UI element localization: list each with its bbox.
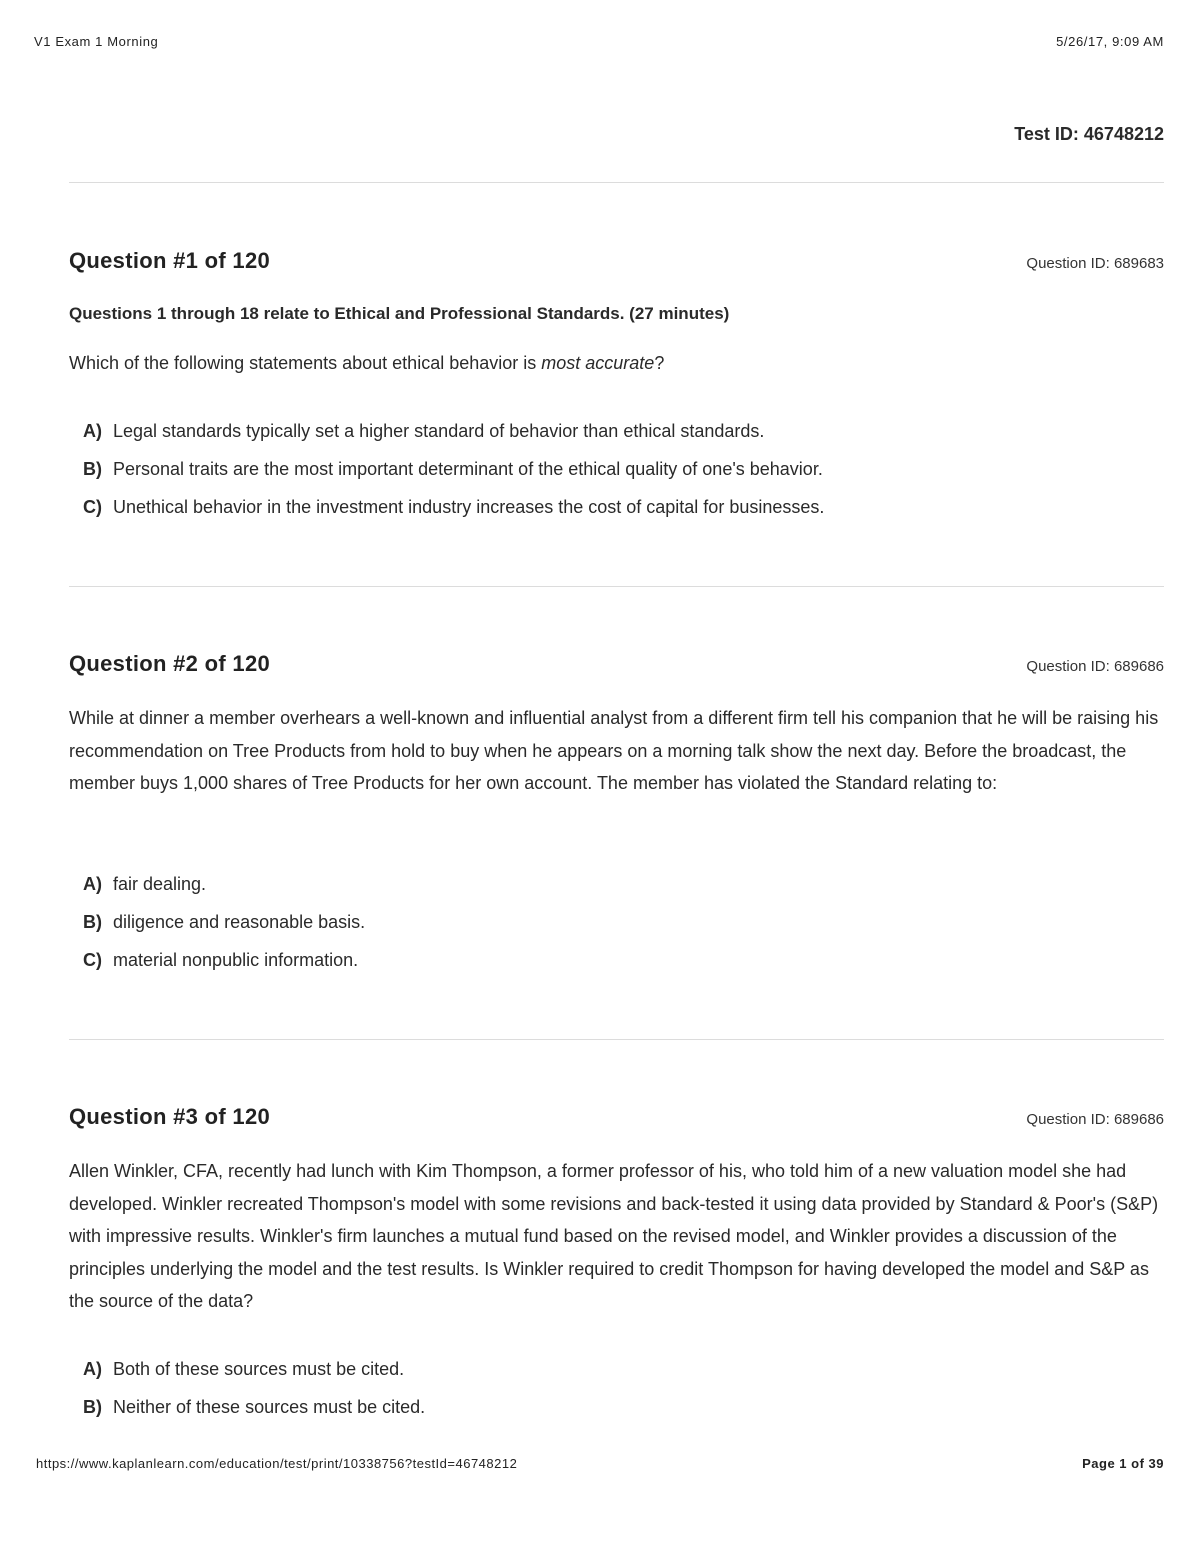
option-letter: B) [83, 1396, 102, 1417]
question-title: Question #3 of 120 [69, 1104, 271, 1129]
answer-option[interactable] [83, 1350, 1164, 1388]
option-text: material nonpublic information. [113, 949, 359, 970]
print-datetime: 5/26/17, 9:09 AM [1056, 34, 1164, 49]
option-letter: A) [83, 1358, 102, 1379]
divider [69, 586, 1164, 587]
answer-option[interactable] [83, 941, 1164, 979]
answer-option[interactable] [83, 1388, 1164, 1426]
option-letter: B) [83, 458, 102, 479]
option-text: diligence and reasonable basis. [113, 911, 366, 932]
page-number: Page 1 of 39 [1082, 1456, 1164, 1471]
section-note: Questions 1 through 18 relate to Ethical and Professional Standards. (27 minutes) [69, 304, 730, 323]
answer-options [83, 412, 1164, 526]
option-letter: A) [83, 873, 102, 894]
page-url[interactable]: https://www.kaplanlearn.com/education/test/print/10338756?testId=46748212 [36, 1456, 518, 1471]
document-title: V1 Exam 1 Morning [34, 34, 159, 49]
question-header [69, 248, 1164, 274]
answer-option[interactable] [83, 903, 1164, 941]
question-id: Question ID: 689686 [1026, 1111, 1164, 1128]
question-header [69, 651, 1164, 677]
option-text: Personal traits are the most important determinant of the ethical quality of one's behavior. [113, 458, 823, 479]
answer-option[interactable] [83, 412, 1164, 450]
question-id: Question ID: 689683 [1026, 255, 1164, 272]
option-text: fair dealing. [113, 873, 207, 894]
question-stem [69, 347, 1164, 380]
stem-text: Which of the following statements about ethical behavior is [69, 353, 542, 373]
answer-option[interactable] [83, 865, 1164, 903]
answer-option[interactable] [83, 488, 1164, 526]
question-header [69, 1104, 1164, 1130]
option-letter: C) [83, 949, 102, 970]
answer-option[interactable] [83, 450, 1164, 488]
option-letter: A) [83, 420, 102, 441]
divider [69, 1039, 1164, 1040]
question-stem: Allen Winkler, CFA, recently had lunch with Kim Thompson, a former professor of his, who told him of a new valuation model she had developed. Winkler recreated Thompson's model with some revisions and back-tested it using data provided by Standard & Poor's (S&P) with impressive results. Winkler's firm launches a mutual fund based on the revised model, and Winkler provides a discussion of the principles underlying the model and the test results. Is Winkler required to credit Thompson for having developed the model and S&P as the source of the data? [69, 1161, 1159, 1311]
stem-text: ? [654, 353, 665, 373]
question-id: Question ID: 689686 [1026, 658, 1164, 675]
print-footer [36, 1456, 1164, 1471]
option-text: Unethical behavior in the investment industry increases the cost of capital for businesses. [113, 496, 825, 517]
question-stem: While at dinner a member overhears a well-known and influential analyst from a different firm tell his companion that he will be raising his recommendation on Tree Products from hold to buy when he appears on a morning talk show the next day. Before the broadcast, the member buys 1,000 shares of Tree Products for her own account. The member has violated the Standard relating to: [69, 708, 1159, 793]
option-text: Neither of these sources must be cited. [113, 1396, 426, 1417]
stem-emphasis: most accurate [541, 353, 655, 373]
question-title: Question #1 of 120 [69, 248, 271, 273]
option-letter: B) [83, 911, 102, 932]
print-header [34, 34, 1164, 49]
option-text: Both of these sources must be cited. [113, 1358, 405, 1379]
test-id: Test ID: 46748212 [1014, 124, 1164, 144]
option-letter: C) [83, 496, 102, 517]
answer-options [83, 1350, 1164, 1426]
answer-options [83, 865, 1164, 979]
option-text: Legal standards typically set a higher standard of behavior than ethical standards. [113, 420, 765, 441]
question-title: Question #2 of 120 [69, 651, 271, 676]
divider [69, 182, 1164, 183]
